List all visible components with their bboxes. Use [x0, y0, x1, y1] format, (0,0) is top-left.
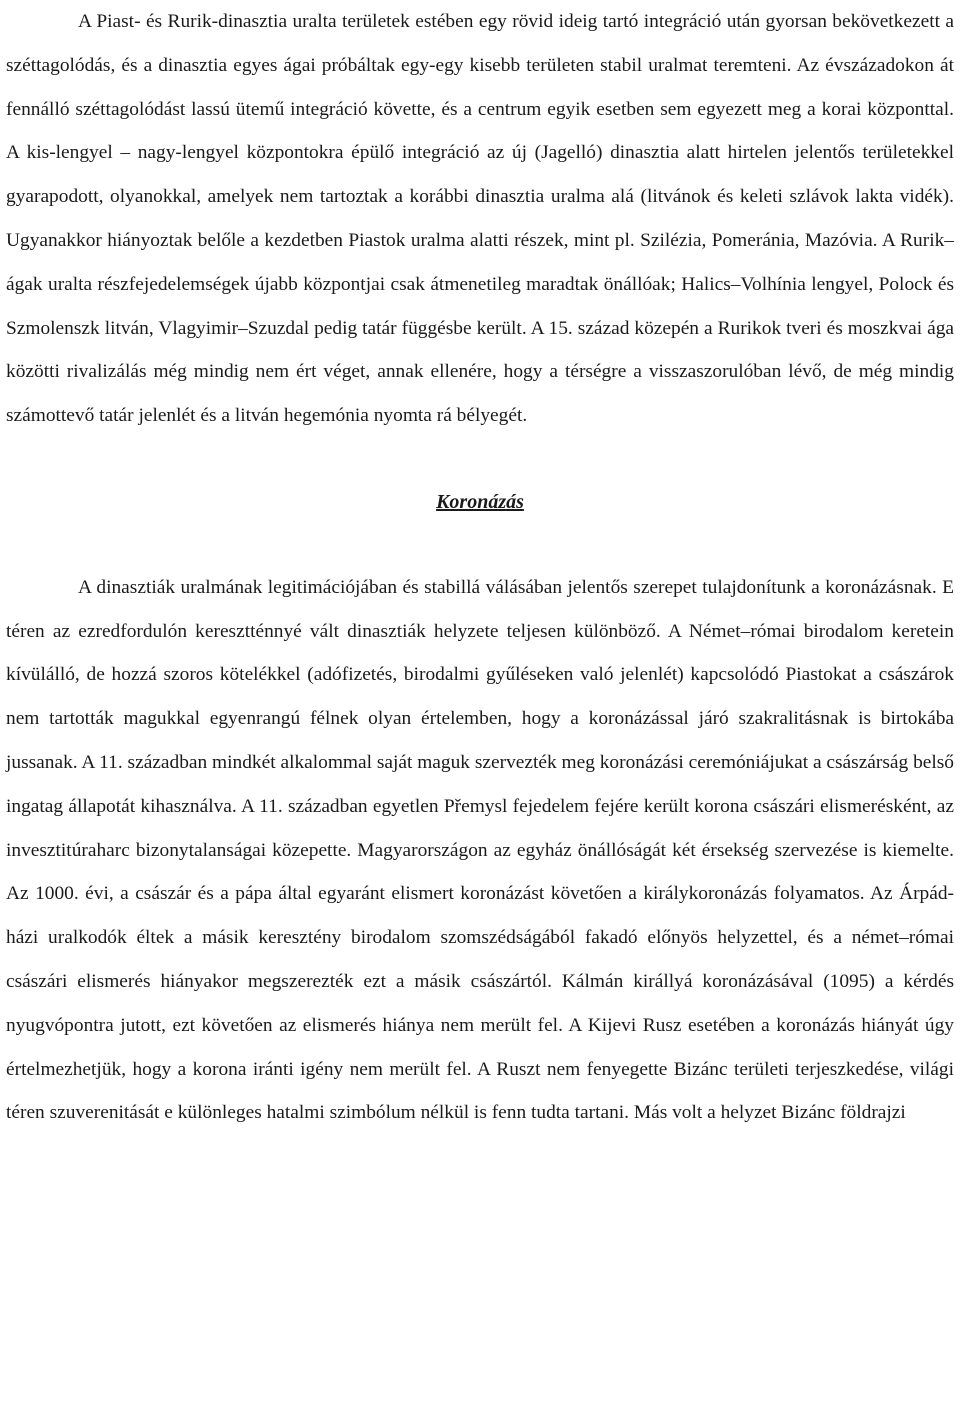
document-page — [6, 0, 954, 1135]
paragraph-dynasties: A Piast- és Rurik-dinasztia uralta területek estében egy rövid ideig tartó integráció után gyorsan bekövetkezett a széttagolódás, és a dinasztia egyes ágai próbáltak egy-egy kisebb területen stabil uralmat teremteni. Az évszázadokon át fennálló széttagolódást lassú ütemű integráció követte, és a centrum egyik esetben sem egyezett meg a korai központtal. A kis-lengyel – nagy-lengyel központokra épülő integráció az új (Jagelló) dinasztia alatt hirtelen jelentős területekkel gyarapodott, olyanokkal, amelyek nem tartoztak a korábbi dinasztia uralma alá (litvánok és keleti szlávok lakta vidék). Ugyanakkor hiányoztak belőle a kezdetben Piastok uralma alatti részek, mint pl. Szilézia, Pomeránia, Mazóvia. A Rurik–ágak uralta részfejedelemségek újabb központjai csak átmenetileg maradtak önállóak; Halics–Volhínia lengyel, Polock és Szmolenszk litván, Vlagyimir–Szuzdal pedig tatár függésbe került. A 15. század közepén a Rurikok tveri és moszkvai ága közötti rivalizálás még mindig nem ért véget, annak ellenére, hogy a térségre a visszaszorulóban lévő, de még mindig számottevő tatár jelenlét és a litván hegemónia nyomta rá bélyegét. — [6, 11, 954, 427]
section-heading: Koronázás — [436, 490, 524, 513]
paragraph-coronation: A dinasztiák uralmának legitimációjában és stabillá válásában jelentős szerepet tulajdonítunk a koronázásnak. E téren az ezredfordulón keresztténnyé vált dinasztiák helyzete teljesen különböző. A Német–római birodalom keretein kívülálló, de hozzá szoros kötelékkel (adófizetés, birodalmi gyűléseken való jelenlét) kapcsolódó Piastokat a császárok nem tartották magukkal egyenrangú félnek olyan értelemben, hogy a koronázással járó szakralitásnak is birtokába jussanak. A 11. században mindkét alkalommal saját maguk szervezték meg koronázási ceremóniájukat a császárság belső ingatag állapotát kihasználva. A 11. században egyetlen Přemysl fejedelem fejére került korona császári elismerésként, az invesztitúraharc bizonytalanságai közepette. Magyarországon az egyház önállóságát két érsekség szervezése is kiemelte. Az 1000. évi, a császár és a pápa által egyaránt elismert koronázást követően a királykoronázás folyamatos. Az Árpád-házi uralkodók éltek a másik keresztény birodalom szomszédságából fakadó előnyös helyzettel, és a német–római császári elismerés hiányakor megszerezték ezt a másik császártól. Kálmán királlyá koronázásával (1095) a kérdés nyugvópontra jutott, ezt követően az elismerés hiánya nem merült fel. A Kijevi Rusz esetében a koronázás hiányát úgy értelmezhetjük, hogy a korona iránti igény nem merült fel. A Ruszt nem fenyegette Bizánc területi terjeszkedése, világi téren szuverenitását e különleges hatalmi szimbólum nélkül is fenn tudta tartani. Más volt a helyzet Bizánc földrajzi — [6, 576, 954, 1124]
spacer — [6, 438, 954, 481]
spacer — [6, 525, 954, 566]
